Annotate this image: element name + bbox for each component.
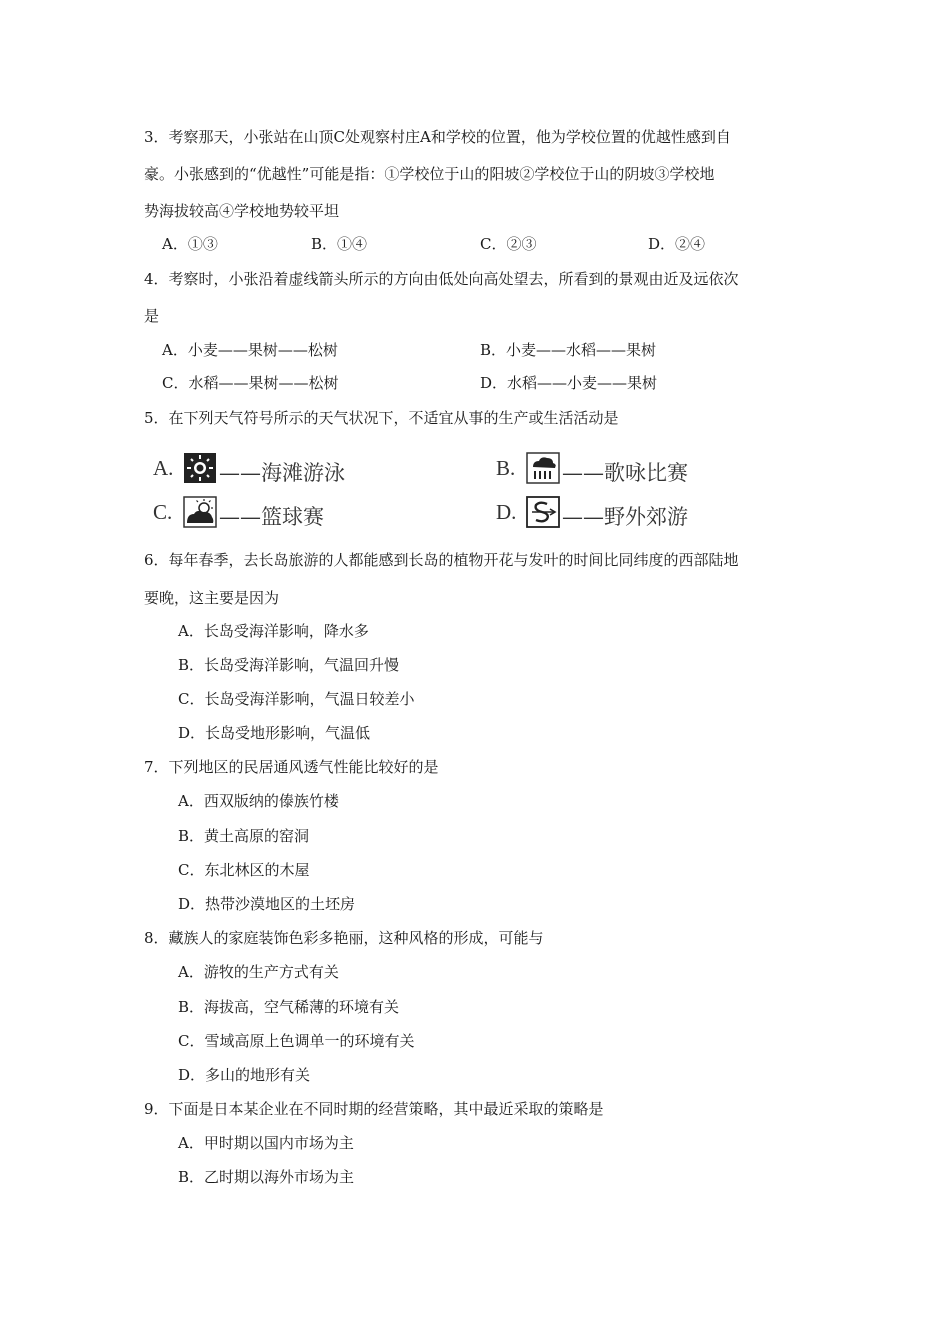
- q3-option-a: A．①③: [162, 235, 218, 253]
- q7-option-b: B．黄土高原的窑洞: [178, 827, 310, 845]
- q6-option-b: B．长岛受海洋影响，气温回升慢: [178, 656, 400, 674]
- cloudy-weather-icon: [183, 496, 217, 528]
- q4-stem-line-1: 4．考察时，小张沿着虚线箭头所示的方向由低处向高处望去，所看到的景观由近及远依次: [144, 270, 739, 288]
- q5-option-a-letter: A.: [153, 456, 174, 480]
- q7-option-c: C．东北林区的木屋: [178, 861, 310, 879]
- q3-stem-line-2: 豪。小张感到的“优越性”可能是指：①学校位于山的阳坡②学校位于山的阴坡③学校地: [144, 165, 715, 183]
- q7-option-a: A．西双版纳的傣族竹楼: [178, 792, 339, 810]
- q5-option-d-letter: D.: [496, 500, 517, 524]
- q6-stem-line-2: 要晚，这主要是因为: [144, 589, 280, 607]
- q8-option-d: D．多山的地形有关: [178, 1066, 311, 1084]
- q8-option-c: C．雪域高原上色调单一的环境有关: [178, 1032, 415, 1050]
- q4-option-c: C．水稻——果树——松树: [162, 374, 339, 392]
- q4-stem-line-2: 是: [144, 307, 160, 325]
- rain-weather-icon: [526, 452, 560, 484]
- q5-option-c-text: ——篮球赛: [219, 505, 324, 529]
- q8-stem: 8．藏族人的家庭装饰色彩多艳丽，这种风格的形成，可能与: [144, 929, 544, 947]
- q5-options-row-2: [0, 496, 950, 532]
- q8-option-b: B．海拔高，空气稀薄的环境有关: [178, 998, 400, 1016]
- q5-option-b-letter: B.: [496, 456, 516, 480]
- q5-option-c-letter: C.: [153, 500, 173, 524]
- q6-option-d: D．长岛受地形影响，气温低: [178, 724, 371, 742]
- q7-stem: 7．下列地区的民居通风透气性能比较好的是: [144, 758, 439, 776]
- q5-option-b-text: ——歌咏比赛: [562, 461, 688, 485]
- q3-option-d: D．②④: [648, 235, 706, 253]
- q5-option-d-text: ——野外郊游: [562, 505, 688, 529]
- sunny-weather-icon: [183, 452, 217, 484]
- q9-option-a: A．甲时期以国内市场为主: [178, 1134, 354, 1152]
- q9-option-b: B．乙时期以海外市场为主: [178, 1168, 355, 1186]
- sandstorm-weather-icon: [526, 496, 560, 528]
- q6-stem-line-1: 6．每年春季，去长岛旅游的人都能感到长岛的植物开花与发叶的时间比同纬度的西部陆地: [144, 551, 739, 569]
- q8-option-a: A．游牧的生产方式有关: [178, 963, 339, 981]
- q4-option-b: B．小麦——水稻——果树: [480, 341, 657, 359]
- q5-option-a-text: ——海滩游泳: [219, 461, 345, 485]
- q5-stem: 5．在下列天气符号所示的天气状况下，不适宜从事的生产或生活活动是: [144, 409, 619, 427]
- q4-option-d: D．水稻——小麦——果树: [480, 374, 658, 392]
- q4-option-a: A．小麦——果树——松树: [162, 341, 338, 359]
- q3-option-c: C．②③: [480, 235, 537, 253]
- q3-stem-line-3: 势海拔较高④学校地势较平坦: [144, 202, 340, 220]
- q3-option-b: B．①④: [311, 235, 368, 253]
- q6-option-a: A．长岛受海洋影响，降水多: [178, 622, 369, 640]
- q7-option-d: D．热带沙漠地区的土坯房: [178, 895, 356, 913]
- q6-option-c: C．长岛受海洋影响，气温日较差小: [178, 690, 415, 708]
- q9-stem: 9．下面是日本某企业在不同时期的经营策略，其中最近采取的策略是: [144, 1100, 604, 1118]
- q3-stem-line-1: 3．考察那天，小张站在山顶C处观察村庄A和学校的位置，他为学校位置的优越性感到自: [144, 128, 731, 146]
- q5-options-row-1: [0, 452, 950, 488]
